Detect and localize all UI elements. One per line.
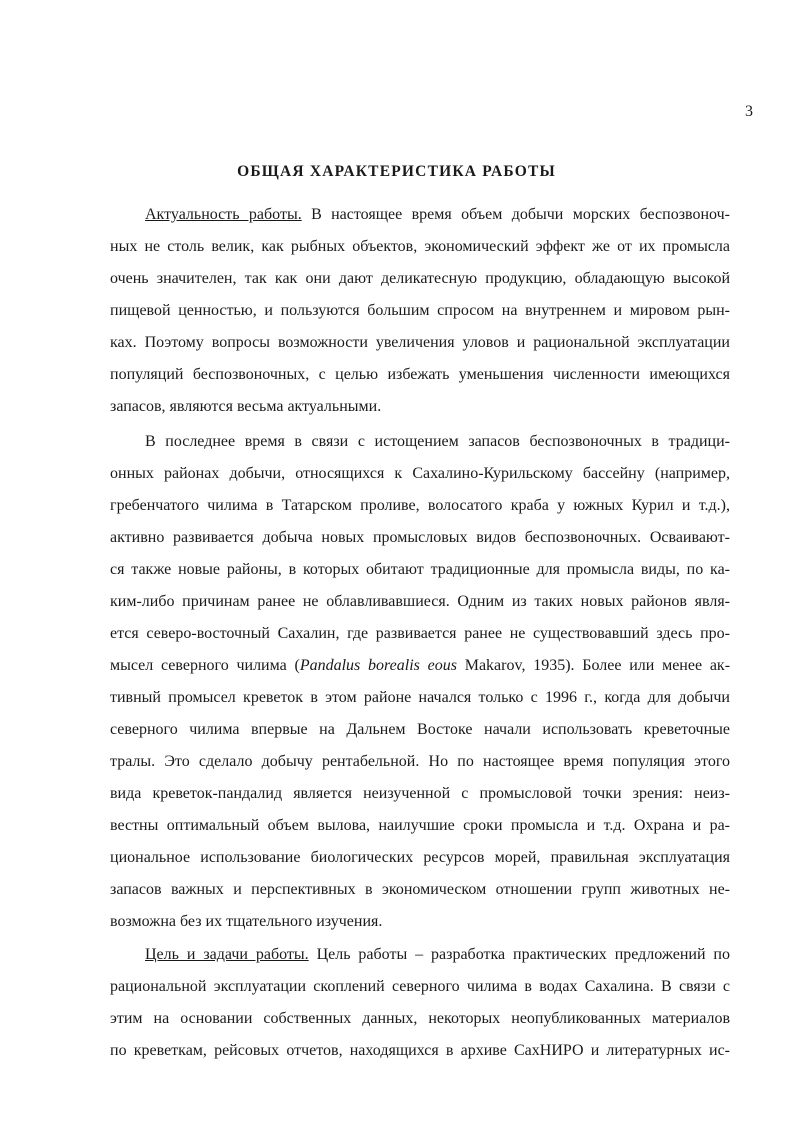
text-line: пищевой ценностью, и пользуются большим спросом на внутреннем и мировом рын- bbox=[110, 302, 730, 319]
text-line: мысел северного чилима (Pandalus borealis eous Makarov, 1935). Более или менее ак- bbox=[110, 657, 731, 674]
text-line: вида креветок-пандалид является неизученной с промысловой точки зрения: неиз- bbox=[110, 785, 730, 802]
text-line: северного чилима впервые на Дальнем Востоке начали использовать креветочные bbox=[110, 721, 730, 738]
text-line: рациональной эксплуатации скоплений северного чилима в водах Сахалина. В связи с bbox=[110, 978, 730, 995]
text-line: В последнее время в связи с истощением запасов беспозвоночных в традици- bbox=[145, 433, 730, 450]
text-line: циональное использование биологических ресурсов морей, правильная эксплуатация bbox=[110, 849, 730, 866]
text-line: Актуальность работы. В настоящее время объем добычи морских беспозвоноч- bbox=[145, 206, 731, 223]
text-line: онных районах добычи, относящихся к Сахалино-Курильскому бассейну (например, bbox=[110, 465, 730, 482]
section-heading-relevance: Актуальность работы. bbox=[145, 206, 302, 223]
page-number: 3 bbox=[745, 103, 753, 120]
text-line: возможна без их тщательного изучения. bbox=[110, 913, 383, 930]
species-name: Pandalus borealis eous bbox=[299, 657, 457, 674]
text-line: ся также новые районы, в которых обитают традиционные для промысла виды, по ка- bbox=[110, 561, 730, 578]
text-line: ким-либо причинам ранее не облавливавшиеся. Одним из таких новых районов явля- bbox=[110, 593, 730, 610]
section-heading-goals: Цель и задачи работы. bbox=[145, 946, 309, 963]
text-line: запасов, являются весьма актуальными. bbox=[110, 398, 382, 415]
text-line: популяций беспозвоночных, с целью избежать уменьшения численности имеющихся bbox=[110, 366, 730, 383]
text-line: Цель и задачи работы. Цель работы – разработка практических предложений по bbox=[145, 946, 730, 963]
text-line: активно развивается добыча новых промысловых видов беспозвоночных. Осваивают- bbox=[110, 529, 730, 546]
document-title: ОБЩАЯ ХАРАКТЕРИСТИКА РАБОТЫ bbox=[237, 163, 556, 180]
text-line: ных не столь велик, как рыбных объектов, экономический эффект же от их промысла bbox=[110, 238, 730, 255]
text-line: очень значителен, так как они дают деликатесную продукцию, обладающую высокой bbox=[110, 270, 730, 287]
text-line: гребенчатого чилима в Татарском проливе, волосатого краба у южных Курил и т.д.), bbox=[110, 497, 730, 514]
text-line: ках. Поэтому вопросы возможности увеличения уловов и рациональной эксплуатации bbox=[110, 334, 730, 351]
text-line: тивный промысел креветок в этом районе начался только с 1996 г., когда для добычи bbox=[110, 689, 730, 706]
text-line: запасов важных и перспективных в экономическом отношении групп животных не- bbox=[110, 881, 730, 898]
text-line: вестны оптимальный объем вылова, наилучшие сроки промысла и т.д. Охрана и ра- bbox=[110, 817, 730, 834]
text-line: тралы. Это сделало добычу рентабельной. Но по настоящее время популяция этого bbox=[110, 753, 730, 770]
text-line: этим на основании собственных данных, некоторых неопубликованных материалов bbox=[110, 1010, 730, 1027]
text-line: по креветкам, рейсовых отчетов, находящихся в архиве СахНИРО и литературных ис- bbox=[110, 1042, 730, 1059]
text-line: ется северо-восточный Сахалин, где развивается ранее не существовавший здесь про- bbox=[110, 625, 730, 642]
